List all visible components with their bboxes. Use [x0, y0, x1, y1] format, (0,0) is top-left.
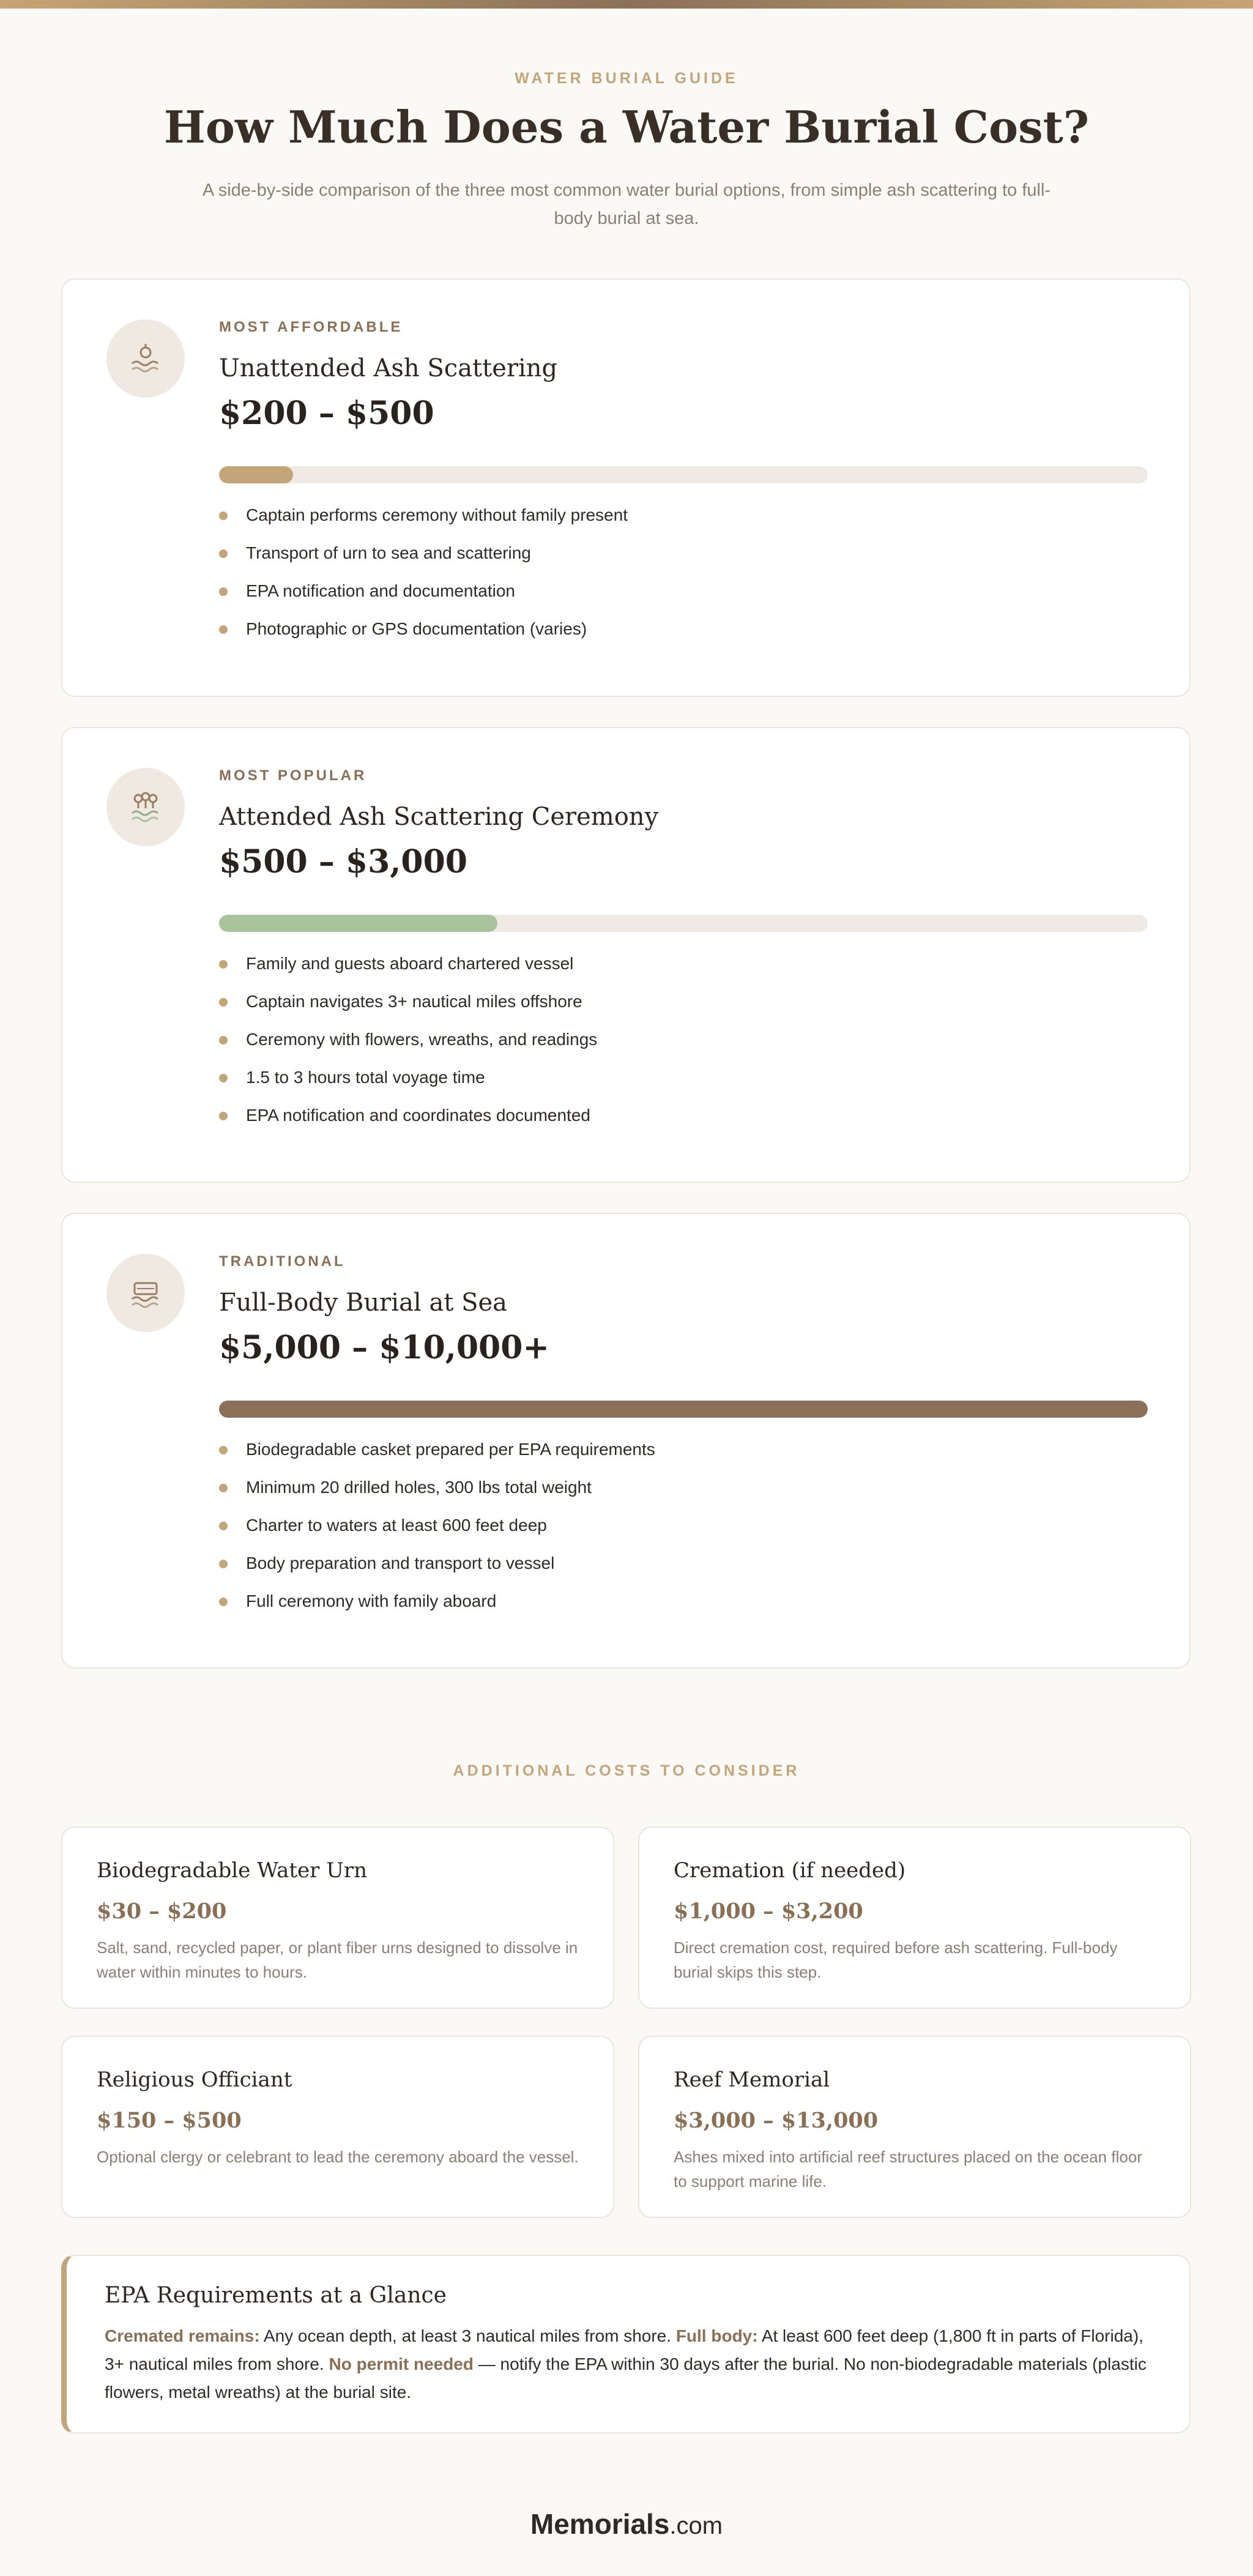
- cost-description: Salt, sand, recycled paper, or plant fiber urns designed to dissolve in water within minutes to hours.: [97, 1938, 578, 1981]
- feature-list: [219, 505, 628, 657]
- cost-description: Direct cremation cost, required before ash scattering. Full-body burial skips this step.: [674, 1938, 1118, 1981]
- epa-title: EPA Requirements at a Glance: [105, 2283, 447, 2308]
- cost-card-officiant: [61, 2036, 614, 2218]
- top-accent-bar: [0, 0, 1253, 9]
- feature-item: Family and guests aboard chartered vessel: [219, 953, 597, 991]
- feature-item: Captain navigates 3+ nautical miles offshore: [219, 991, 597, 1029]
- page-subtitle: A side-by-side comparison of the three most common water burial options, from simple ash scattering to full-body burial at sea.: [202, 181, 1051, 228]
- price-bar-track: [219, 466, 1148, 483]
- group-waves-icon: [106, 768, 185, 846]
- tier-price: $200 – $500: [219, 395, 434, 432]
- price-bar-track: [219, 915, 1148, 932]
- tier-name: Full-Body Burial at Sea: [219, 1289, 507, 1317]
- cost-price: $30 – $200: [97, 1899, 227, 1924]
- cost-card-water-urn: [61, 1826, 614, 2009]
- page-eyebrow: WATER BURIAL GUIDE: [515, 70, 738, 87]
- price-bar-fill: [219, 915, 497, 932]
- feature-item: Captain performs ceremony without family present: [219, 505, 628, 543]
- epa-body: [105, 2322, 1157, 2407]
- cost-price: $150 – $500: [97, 2108, 242, 2133]
- feature-item: Body preparation and transport to vessel: [219, 1553, 655, 1591]
- epa-requirements-panel: [61, 2255, 1191, 2433]
- feature-item: EPA notification and coordinates documented: [219, 1105, 597, 1143]
- price-bar-track: [219, 1401, 1148, 1418]
- cost-card-cremation: [638, 1826, 1191, 2009]
- feature-item: Photographic or GPS documentation (varies): [219, 619, 628, 657]
- epa-cremated-text: Any ocean depth, at least 3 nautical miles from shore.: [259, 2326, 676, 2345]
- feature-item: Full ceremony with family aboard: [219, 1591, 655, 1629]
- price-bar-fill: [219, 466, 293, 483]
- tier-price: $5,000 – $10,000+: [219, 1329, 549, 1366]
- cost-title: Religious Officiant: [97, 2068, 292, 2092]
- cost-card-reef-memorial: [638, 2036, 1191, 2218]
- tier-label: MOST AFFORDABLE: [219, 319, 403, 335]
- epa-permit-label: No permit needed: [329, 2355, 474, 2373]
- feature-item: 1.5 to 3 hours total voyage time: [219, 1067, 597, 1105]
- cost-price: $3,000 – $13,000: [674, 2108, 879, 2133]
- feature-item: Charter to waters at least 600 feet deep: [219, 1515, 655, 1553]
- page-title: How Much Does a Water Burial Cost?: [163, 101, 1090, 153]
- cost-price: $1,000 – $3,200: [674, 1899, 863, 1924]
- feature-item: Ceremony with flowers, wreaths, and readings: [219, 1029, 597, 1067]
- epa-cremated-label: Cremated remains:: [105, 2326, 260, 2345]
- logo-suffix: .com: [669, 2512, 723, 2539]
- feature-item: Transport of urn to sea and scattering: [219, 543, 628, 581]
- logo-main: Memorials: [530, 2508, 670, 2540]
- epa-body-text: At least 600 feet deep (1,800 ft in parts of Florida), 3+ nautical miles from shore.: [105, 2326, 1143, 2373]
- cost-description: Optional clergy or celebrant to lead the ceremony aboard the vessel.: [97, 2148, 579, 2166]
- cost-title: Cremation (if needed): [674, 1858, 906, 1883]
- price-bar-fill: [219, 1401, 1148, 1418]
- urn-waves-icon: [106, 319, 185, 398]
- additional-costs-heading: ADDITIONAL COSTS TO CONSIDER: [453, 1762, 800, 1779]
- feature-item: Minimum 20 drilled holes, 300 lbs total weight: [219, 1477, 655, 1515]
- cost-title: Biodegradable Water Urn: [97, 1858, 368, 1883]
- tier-price: $500 – $3,000: [219, 843, 467, 880]
- tier-name: Unattended Ash Scattering: [219, 354, 558, 382]
- epa-permit-text: — notify the EPA within 30 days after the burial. No non-biodegradable materials (plastic flowers, metal wreaths) at the burial site.: [105, 2355, 1147, 2402]
- feature-item: Biodegradable casket prepared per EPA requirements: [219, 1439, 655, 1477]
- tier-name: Attended Ash Scattering Ceremony: [219, 803, 659, 831]
- tier-label: TRADITIONAL: [219, 1253, 346, 1270]
- tier-label: MOST POPULAR: [219, 767, 367, 784]
- tier-card-attended: [61, 727, 1191, 1183]
- tier-card-unattended: [61, 278, 1191, 697]
- feature-item: EPA notification and documentation: [219, 581, 628, 619]
- memorials-logo[interactable]: [0, 2507, 1253, 2541]
- cost-title: Reef Memorial: [674, 2068, 830, 2092]
- casket-waves-icon: [106, 1254, 185, 1332]
- feature-list: [219, 953, 597, 1143]
- feature-list: [219, 1439, 655, 1629]
- tier-card-full-body: [61, 1213, 1191, 1669]
- epa-body-label: Full body:: [675, 2326, 758, 2345]
- cost-description: Ashes mixed into artificial reef structures placed on the ocean floor to support marine life.: [674, 2148, 1142, 2191]
